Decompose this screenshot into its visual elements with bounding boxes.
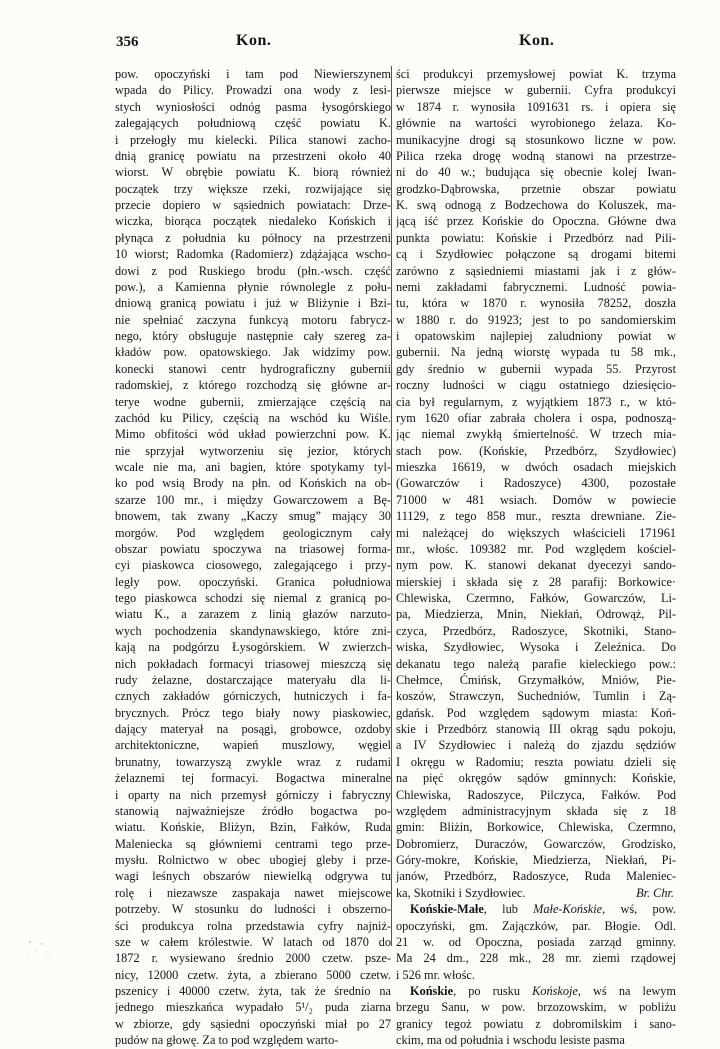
text-line: 10 wiorst; Radomka (Radomierz) zdążająca wscho- [115, 247, 391, 262]
text-line: Ma 24 dm., 228 mk., 28 mr. ziemi rządowej [396, 951, 676, 966]
text-line: zachód ku Pilicy, częścią na wschód ku Wiśle. [115, 410, 391, 425]
text-line: Chlewiska, Radoszyce, Pilczyca, Fałków. Pod [396, 787, 676, 802]
text-line: wiatu K., a zarazem z linią głazów narzuto- [115, 607, 391, 622]
text-line: nie sprzyjał wytworzeniu się jezior, których [115, 443, 391, 458]
entry-variant: Końskoje [532, 984, 578, 998]
text-line: brzegu Sanu, w pow. brzozowskim, w pobliżu [396, 1000, 676, 1015]
text-line: w 1874 r. wynosiła 1091631 rs. i opiera się [396, 99, 676, 114]
text-line: wagi leśnych obszarów niewielką odgrywa tu [115, 869, 391, 884]
text-line: wiska, Szydłowiec, Wysoka i Zeleźnica. Do [396, 640, 676, 655]
text-line: Maleniecka są główniemi centrami tego prze- [115, 836, 391, 851]
text-line: głównie na wartości wyrobionego żelaza. Ko- [396, 116, 676, 131]
left-column [115, 66, 391, 1049]
text-line: gubernii. Na jedną wiorstę wypada tu 58 mk., [396, 345, 676, 360]
text-line: cznych zakładów górniczych, hutniczych i fa- [115, 689, 391, 704]
text-line: nym pow. K. stanowi dekanat dyecezyi sando- [396, 558, 676, 573]
text-line: nicy, 12000 czetw. żyta, a zbierano 5000 czetw. [115, 967, 391, 982]
text-line: pszenicy i 40000 czetw. żyta, tak że średnio na [115, 984, 391, 998]
text-line: dowi z pod Ruskiego brodu (płn.-wsch. część [115, 263, 391, 278]
text-line: stach pow. (Końskie, Przedbórz, Szydłowiec) [396, 443, 676, 458]
text-line: punkta powiatu: Końskie i Przedbórz nad Pili- [396, 230, 676, 245]
text-line: szarze 100 mr., i między Gowarczowem a Bę- [115, 492, 391, 507]
running-head-left: Kon. [236, 32, 272, 49]
text-line: ni do 40 w.; budująca się obecnie kolej Iwan- [396, 165, 676, 180]
text-line: kładów pow. opatowskiego. Jak widzimy pow. [115, 345, 391, 360]
text-line: legły pow. opoczyński. Granica południowa [115, 574, 391, 589]
text-line: Chełmce, Ćmińsk, Grzymałków, Mniów, Pie- [396, 672, 676, 687]
text-line: mi należącej do większych właścicieli 171961 [396, 525, 676, 540]
text-line: cia był regularnym, z wyjątkiem 1873 r., w któ- [396, 394, 676, 409]
entry-variant: Małe-Końskie [533, 902, 603, 917]
text-line: początek trzy większe rzeki, rozwijające się [115, 181, 391, 196]
text-line: mieszka 16619, w dwóch osadach miejskich [396, 460, 676, 474]
text-line: i przełogły mu kielecki. Pilica stanowi zacho- [115, 132, 391, 147]
text-line: względem administracyjnym składa się z 18 [396, 803, 676, 818]
entry-headword: Końskie [410, 984, 454, 998]
text-line: tego piaskowca schodzi się niemal z granicą po- [115, 591, 391, 605]
text-line: pa, Miedzierza, Mnin, Niekłań, Odrowąż, Pil- [396, 607, 676, 622]
page-number: 356 [116, 34, 139, 50]
text-line: płynąca z południa ku północy na przestrzeni [115, 230, 391, 245]
text-line: stych wyniosłości odnóg pasma łysogórskiego [115, 99, 391, 114]
text-line: morgów. Pod względem geologicznym cały [115, 525, 391, 540]
page-header [0, 30, 720, 54]
text-line: nego, który obsługuje następnie cały szereg za- [115, 329, 391, 343]
text-line: żelaznemi tej formacyi. Bogactwa mineralne [115, 771, 391, 786]
text-line: terye wodne gubernii, zmierzające częścią na [115, 394, 391, 409]
text-line: nich pokładach formacyi triasowej mieszczą się [115, 656, 391, 671]
text-line: 71000 w 481 wsiach. Domów w powiecie [396, 492, 676, 507]
text-line: pudów na głowę. Za to pod względem warto- [115, 1033, 339, 1048]
text-line: koszów, Strawczyn, Suchedniów, Tumlin i Zą- [396, 689, 676, 704]
text-line: obszar powiatu spoczywa na triasowej forma- [115, 541, 391, 556]
text-line: cyi piaskowca ciosowego, zalegającego i przy- [115, 558, 391, 573]
text-line: pow.), a Kamienna płynie równolegle z połu- [115, 279, 391, 294]
text-line: w 1880 r. do 91923; jest to po sandomierskim [396, 312, 676, 327]
text-line: radomskiej, z którego rozchodzą się główne ar- [115, 378, 391, 393]
text-line: Góry-mokre, Końskie, Miedzierza, Niekłań, Pi- [396, 853, 676, 867]
text-line: mr., włośc. 109382 mr. Pod względem kościel- [396, 541, 676, 556]
text-line: brycznych. Prócz tego biały nowy piaskowiec, [115, 705, 391, 720]
text-line: dekanatu tego należą parafie kieleckiego pow.: [396, 656, 676, 671]
text-line: Chlewiska, Czermno, Fałków, Gowarczów, Li- [396, 591, 676, 605]
text-line: granicy tegoż powiatu z dobromilskim i sano- [396, 1016, 676, 1031]
text-line: jącą iść przez Końskie do Opoczna. Główne dwa [396, 214, 676, 229]
text-line: Końskie-Małe, lub Małe-Końskie, wś, pow. [410, 902, 676, 917]
text-line: mysłu. Rolnictwo w obec ubogiej gleby i prze- [115, 853, 391, 867]
text-line: mierskiej i składa się z 28 parafij: Borkowice· [396, 574, 676, 589]
text-line: nie spełniać zaczyna funkcyą motoru fabrycz- [115, 312, 391, 327]
text-line: i opatowskim najlepiej zaludniony powiat w [396, 329, 676, 343]
text-line: brunatny, towarzyszą zwykle wraz z rudami [115, 754, 391, 769]
text-line: w zbiorze, gdy sąsiedni opoczyński miał po 27 [115, 1016, 391, 1031]
text-line: i 526 mr. włośc. [396, 967, 475, 982]
text-line: rudy żelazne, dostarczające materyału dla li- [115, 672, 391, 687]
text-line: rolę i niezawsze zaspakaja nawet miejscowe [115, 885, 391, 900]
text-line: zarówno z sąsiedniemi miastami jak i z głów- [396, 263, 676, 278]
text-line: sze w całem królestwie. W latach od 1870 do [115, 934, 391, 949]
text-line: dnią granicę powiatu na przestrzeni około 40 [115, 148, 391, 163]
text-line: 1872 r. wysiewano średnio 2000 czetw. psze- [115, 951, 391, 966]
text-line: ko pod wsią Brody na płn. od Końskich na ob- [115, 476, 391, 491]
text-line: dający materyał na posągi, grobowce, ozdoby [115, 722, 391, 736]
text-line: potrzeby. W stosunku do ludności i obszerno- [115, 902, 391, 917]
text-line: i oparty na nich przemysł górniczy i fabryczny [115, 787, 391, 802]
text-line: 21 w. od Opoczna, posiada zarząd gminny. [396, 934, 676, 949]
text-line: Mimo obfitości wód układ powierzchni pow. K. [115, 427, 391, 442]
text-line: wych pochodzenia skandynawskiego, które zni- [115, 623, 391, 638]
text-line: pierwsze miejsce w gubernii. Cyfra produkcyi [396, 83, 676, 98]
text-line: cą i Szydłowiec połączone są drogami bitemi [396, 247, 676, 262]
column-divider [391, 66, 392, 946]
text-line: K. swą odnogą z Bodzechowa do Koluszek, ma- [396, 198, 676, 212]
text-line: Końskie, po rusku Końskoje, wś na lewym [410, 984, 676, 998]
text-line: wiatu. Końskie, Bliżyn, Bzin, Fałków, Ruda [115, 820, 391, 835]
text-line: ści produkcyi przemysłowej powiat K. trzyma [396, 67, 676, 81]
text-line: wiorst. W obrębie powiatu K. biorą również [115, 165, 391, 180]
text-line: a IV Szydłowiec i należą do zjazdu sędziów [396, 738, 676, 753]
text-line: stanowią najważniejsze źródło bogactwa po- [115, 803, 391, 818]
text-line: ści produkcya rolna przedstawia cyfry najniż- [115, 918, 391, 933]
text-line: skie i Przedbórz stanowią III okrąg sądu pokoju, [396, 722, 676, 736]
text-line: I okręgu w Radomiu; reszta powiatu dzieli się [396, 754, 676, 769]
text-line: wpada do Pilicy. Prowadzi ona wody z lesi- [115, 83, 391, 98]
text-line: grodzko-Dąbrowska, przetnie obszar powiatu [396, 181, 676, 196]
text-line: architektoniczne, wapień muszlowy, węgiel [115, 738, 391, 753]
text-line: nemi zakładami fabrycznemi. Ludność powia- [396, 279, 676, 294]
text-line: roczny ludności w ciągu ostatniego dziesięcio- [396, 378, 676, 393]
text-line: tu, która w 1870 r. wynosiła 78252, doszła [396, 296, 676, 311]
text-line: 11129, z tego 858 mur., reszta drewniane. Zie- [396, 509, 676, 524]
text-line: bnowem, tak zwany „Kaczy smug” mający 30 [115, 509, 391, 524]
text-line: gdańsk. Pod względem sądowym miasta: Koń- [396, 705, 676, 720]
text-line: jednego mieszkańca wypadało 5¹/₂ puda ziarna [115, 1000, 391, 1015]
text-line: czyca, Przedbórz, Radoszyce, Skotniki, Stano- [396, 623, 676, 638]
entry-headword: Końskie-Małe [410, 902, 484, 917]
text-line: pow. opoczyński i tam pod Niewierszynem [115, 67, 391, 81]
text-line: zalegających południową część powiatu K. [115, 116, 391, 131]
text-line: ckim, ma od południa i wschodu lesiste pasma [396, 1033, 625, 1048]
text-line: Pilica rzeka drogę wodną stanowi na przestrze- [396, 148, 676, 163]
text-line: gdy średnio w gubernii wypada 55. Przyrost [396, 361, 676, 376]
text-line: kają na podgórzu Łysogórskiem. W zwierzch- [115, 640, 391, 655]
paper-smudge [20, 930, 60, 970]
text-line: wcale nie ma, ani bagien, które spotykamy tyl- [115, 460, 391, 474]
running-head-right: Kon. [519, 32, 555, 49]
author-signature: Br. Chr. [636, 885, 674, 900]
text-line: (Gowarczów i Radoszyce) 4300, pozostałe [396, 476, 676, 491]
text-line: jąc niemal zwykłą śmiertelność. W trzech mia- [396, 427, 676, 442]
text-line: przecie dopiero w sąsiednich powiatach: Drze- [115, 198, 391, 212]
text-line: rym 1620 ofiar zabrała cholera i ospa, podnoszą- [396, 410, 676, 425]
text-line: konecki stanowi centr hydrograficzny gubernii [115, 361, 391, 376]
text-line: ka, Skotniki i Szydłowiec. Br. Chr. [396, 885, 674, 900]
text-line: wiczka, biorąca początek niedaleko Końskich i [115, 214, 391, 229]
text-line: na pięć okręgów sądów gminnych: Końskie, [396, 771, 676, 786]
text-line: munikacyjne drogi są stosunkowo liczne w pow. [396, 132, 676, 147]
text-line: janów, Przedbórz, Radoszyce, Ruda Maleniec- [396, 869, 676, 884]
text-line: opoczyński, gm. Zajączków, par. Błogie. Odl. [396, 918, 676, 933]
text-line: gmin: Bliżin, Borkowice, Chlewiska, Czermno, [396, 820, 676, 835]
right-column [396, 66, 676, 1049]
text-line: dniową granicą powiatu i już w Bliżynie i Bzi- [115, 296, 391, 311]
text-line: Dobromierz, Duraczów, Gowarczów, Grodzisko, [396, 836, 676, 851]
